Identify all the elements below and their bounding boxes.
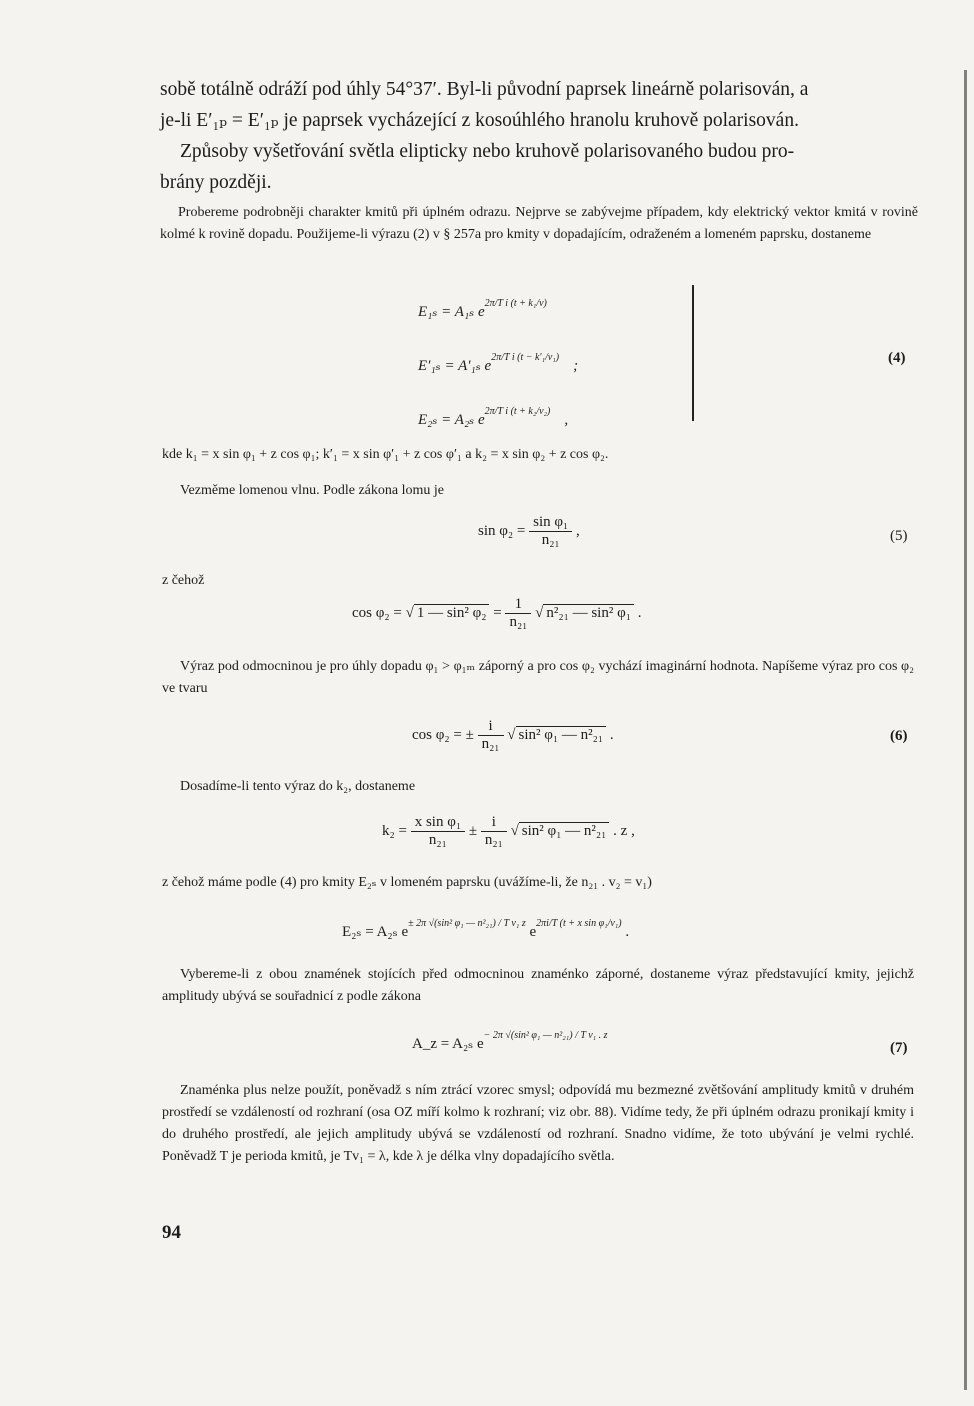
eq4-brace	[686, 285, 694, 421]
eq-k2-denominator-1: n₂₁	[428, 832, 447, 848]
eq-k2-numerator-2: i	[481, 814, 507, 832]
eq-k2-numerator-1: x sin φ₁	[411, 814, 465, 832]
eq-cos-radicand-2: n²₂₁ — sin² φ₁	[543, 604, 634, 621]
intro-line-2: je-li E′₁ₚ = E′₁ₚ je paprsek vycházející z kosoúhlého hranolu kruhově polarisován.	[160, 110, 799, 131]
definition-k	[162, 444, 922, 466]
eq-k2-denominator-2: n₂₁	[484, 832, 503, 848]
eq6-numerator: i	[478, 718, 504, 736]
eq7-number: (7)	[890, 1040, 908, 1056]
paragraph-e2s-text: z čehož máme podle (4) pro kmity E₂ₛ v lomeném paprsku (uvážíme-li, že n₂₁ . v₂ = v₁)	[162, 875, 652, 890]
eq-cos-lhs: cos φ₂ = √	[352, 604, 414, 621]
eq4-line-3-exponent: 2π/T i (t + k₂/v₂)	[484, 406, 551, 417]
eq-cos-radicand-1: 1 — sin² φ₂	[414, 604, 490, 621]
eq-cos-phi2: cos φ₂ = √ 1 — sin² φ₂ = $\frac{1}{\text{n₂₁}}$ √ n²₂₁ — sin² φ₁ .	[352, 596, 642, 630]
eq4-number: (4)	[888, 350, 906, 366]
paragraph-choose	[162, 964, 914, 1008]
eq-e2s-exponent-1: ± 2π √(sin² φ₁ — n²₂₁) / T v₁ z	[408, 918, 526, 929]
eq-e2s-exponent-2: 2πi/T (t + x sin φ₁/v₁)	[536, 918, 622, 929]
eq5	[478, 514, 580, 549]
eq5-numerator: sin φ₁	[529, 514, 572, 532]
label-z-cehoz	[162, 570, 204, 592]
eq-cos-numerator: 1	[505, 596, 531, 614]
eq4-line-3-base: E₂ₛ = A₂ₛ e	[418, 412, 485, 428]
paragraph-probereme-text: Probereme podrobněji charakter kmitů při úplném odrazu. Nejprve se zabývejme případem, kdy elektrický vektor kmitá v rovině kolmé k rovině dopadu. Použijeme-li výrazu (2) v § 257a pro kmity v dopadajícím, odraženém a lomeném paprsku, dostaneme	[160, 205, 918, 242]
eq-cos-equals: =	[493, 604, 502, 621]
paragraph-imaginary-text: Výraz pod odmocninou je pro úhly dopadu φ₁ > φ₁ₘ záporný a pro cos φ₂ vychází imaginární hodnota. Napíšeme výraz pro cos φ₂ ve tvaru	[162, 659, 914, 696]
eq4-line-3	[418, 406, 568, 429]
eq-cos-fraction	[505, 596, 531, 631]
paragraph-e2s	[162, 872, 922, 894]
eq7	[412, 1030, 608, 1053]
paragraph-probereme	[160, 202, 918, 246]
eq7-lhs: A_z = A₂ₛ e	[412, 1036, 484, 1052]
intro-line-3: Způsoby vyšetřování světla elipticky nebo kruhově polarisovaného budou pro-	[180, 141, 795, 162]
eq4-line-3-separator: ,	[564, 412, 569, 428]
label-z-cehoz-text: z čehož	[162, 573, 205, 588]
eq5-fraction	[529, 514, 572, 549]
eq-e2s	[342, 918, 629, 941]
eq-k2-lhs: k₂ =	[382, 822, 407, 839]
eq6: cos φ₂ = ± $\frac{i}{\text{n₂₁}}$ √ sin² φ₁ — n²₂₁ .	[412, 718, 614, 752]
paragraph-final-text: Znaménka plus nelze použít, poněvadž s ním ztrácí vzorec smysl; odpovídá mu bezmezné zvětšování amplitudy kmitů v druhém prostředí se vzdáleností od rozhraní (osa OZ míří kolmo k rozhraní; viz obr. 88). Vidíme tedy, že při úplném odrazu pronikají kmity i do druhého prostředí, ale jejich amplitudy ubývá se vzdáleností od rozhraní. Snadno vidíme, že toto ubývání je velmi rychlé. Poněvadž T je perioda kmitů, je Tv₁ = λ, kde λ je délka vlny dopadajícího světla.	[162, 1083, 914, 1164]
eq-k2-plusminus: ±	[468, 822, 478, 839]
eq-cos-denominator: n₂₁	[509, 614, 528, 630]
eq-e2s-lhs: E₂ₛ = A₂ₛ e	[342, 924, 409, 940]
eq4-line-1-exponent: 2π/T i (t + k₁/v)	[484, 298, 547, 309]
eq6-number: (6)	[890, 728, 908, 744]
eq-k2-fraction-2	[481, 814, 507, 849]
eq5-denominator: n₂₁	[541, 532, 560, 548]
eq5-lhs: sin φ₂ =	[478, 522, 526, 539]
paragraph-imaginary	[162, 656, 914, 700]
eq6-tail: .	[609, 726, 614, 743]
page-number: 94	[162, 1222, 181, 1243]
eq4-line-1	[418, 298, 547, 321]
intro-line-4: brány později.	[160, 172, 272, 193]
eq-k2-fraction-1	[411, 814, 465, 849]
eq6-fraction	[478, 718, 504, 753]
intro-line-1: sobě totálně odráží pod úhly 54°37′. Byl-li původní paprsek lineárně polarisován, a	[160, 79, 809, 100]
eq4-line-2	[418, 352, 578, 375]
eq7-exponent: − 2π √(sin² φ₁ — n²₂₁) / T v₁ . z	[483, 1030, 608, 1041]
eq5-tail: ,	[576, 522, 580, 539]
eq-k2: k₂ = $\frac{\text{x sin φ₁}}{\text{n₂₁}}$ ± $\frac{i}{\text{n₂₁}}$ √ sin² φ₁ — n²₂₁ . z ,	[382, 814, 635, 848]
intro-paragraph	[160, 74, 920, 198]
eq4-line-2-exponent: 2π/T i (t − k′₁/v₁)	[491, 352, 560, 363]
paragraph-refracted-text: Vezměme lomenou vlnu. Podle zákona lomu je	[180, 483, 444, 498]
paragraph-substitute	[180, 776, 880, 798]
eq-k2-tail: . z ,	[613, 822, 635, 839]
eq6-denominator: n₂₁	[481, 736, 500, 752]
eq-cos-tail: .	[637, 604, 642, 621]
eq-e2s-mid: e	[529, 924, 537, 940]
paragraph-choose-text: Vybereme-li z obou znamének stojících před odmocninou znaménko záporné, dostaneme výraz představující kmity, jejichž amplitudy ubývá se souřadnicí z podle zákona	[162, 967, 914, 1004]
eq6-lhs: cos φ₂ = ±	[412, 726, 474, 743]
eq-e2s-tail: .	[625, 924, 630, 940]
definition-k-text: kde k₁ = x sin φ₁ + z cos φ₁; k′₁ = x sin φ′₁ + z cos φ′₁ a k₂ = x sin φ₂ + z cos φ₂.	[162, 447, 609, 462]
paragraph-final	[162, 1080, 914, 1168]
page-edge-shadow	[964, 70, 967, 1390]
eq-k2-radicand: sin² φ₁ — n²₂₁	[519, 822, 610, 839]
paragraph-substitute-text: Dosadíme-li tento výraz do k₂, dostaneme	[180, 779, 416, 794]
eq6-radicand: sin² φ₁ — n²₂₁	[516, 726, 607, 743]
eq4-line-1-base: E₁ₛ = A₁ₛ e	[418, 304, 485, 320]
eq4-line-2-separator: ;	[573, 358, 579, 374]
eq4-line-2-base: E′₁ₛ = A′₁ₛ e	[418, 358, 492, 374]
paragraph-refracted	[180, 480, 880, 502]
eq5-number: (5)	[890, 528, 908, 544]
